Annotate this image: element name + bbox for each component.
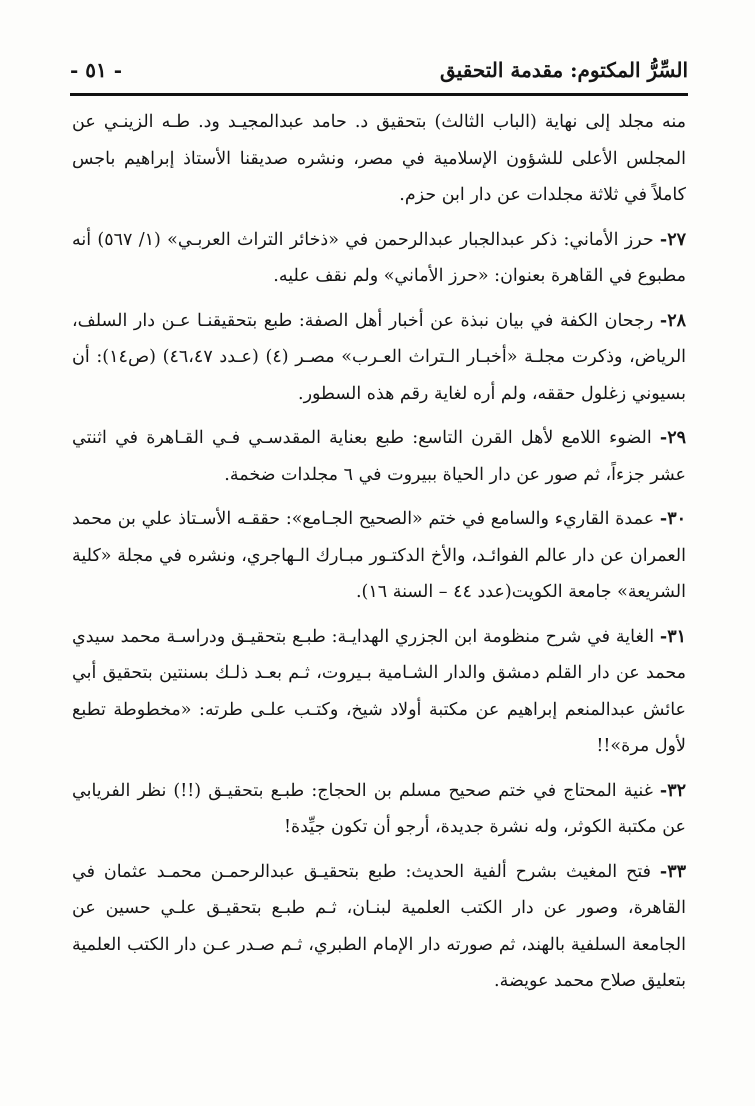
entry-number: ٣٠- xyxy=(659,509,686,529)
entry-number: ٢٩- xyxy=(659,428,686,448)
entry-text: غنية المحتاج في ختم صحيح مسلم بن الحجاج: طبـع بتحقيـق (!!) نظر الفريابي عن مكتبة الكوثر، وله نشرة جديدة، أرجو أن تكون جيِّدة! xyxy=(72,780,686,837)
entry-text: الغاية في شرح منظومة ابن الجزري الهدايـة: طبـع بتحقيـق ودراسـة محمد سيدي محمد عن دار القلم دمشق والدار الشـامية بـيروت، ثـم بعـد ذلـك بسنتين بتحقيق أبي عائش عبدالمنعم إبراهيم عن مكتبة أولاد شيخ، وكتـب علـى طرته: «مخطوطة تطبع لأول مرة»!! xyxy=(72,626,686,756)
entry-text: رجحان الكفة في بيان نبذة عن أخبار أهل الصفة: طبع بتحقيقنـا عـن دار السلف، الرياض، وذكرت مجلـة «أخبـار الـتراث العـرب» مصـر (٤) (عـدد ٤٦،٤٧) (ص١٤): أن بسيوني زغلول حققه، ولم أره لغاية رقم هذه السطور. xyxy=(72,310,687,404)
entry-29 xyxy=(72,420,686,493)
entry-number: ٣٢- xyxy=(659,780,686,801)
entry-text: فتح المغيث بشرح ألفية الحديث: طبع بتحقيـق عبدالرحمـن محمـد عثمان في القاهرة، وصور عن دار الكتب العلمية لبنـان، ثـم طبـع بتحقيـق علـي حسين عن الجامعة السلفية بالهند، ثم صورته دار الإمام الطبري، ثـم صـدر عـن دار الكتب العلمية بتعليق صلاح محمد عويضة. xyxy=(72,861,686,991)
page-body xyxy=(72,104,686,1008)
running-title: السِّرُّ المكتوم: مقدمة التحقيق xyxy=(440,58,688,82)
entry-32 xyxy=(72,773,686,846)
entry-33 xyxy=(72,854,686,1000)
paragraph-continuation: منه مجلد إلى نهاية (الباب الثالث) بتحقيق د. حامد عبدالمجيـد ود. طـه الزينـي عن المجلس الأعلى للشؤون الإسلامية في مصر، ونشره صديقنا الأستاذ إبراهيم باجس كاملاً في ثلاثة مجلدات عن دار ابن حزم. xyxy=(72,112,686,205)
header-rule xyxy=(70,93,688,96)
entry-28 xyxy=(72,303,686,413)
page-number: - ٥١ - xyxy=(70,58,123,82)
entry-number: ٢٨- xyxy=(659,310,686,331)
entry-number: ٣٣- xyxy=(659,861,686,882)
entry-31 xyxy=(72,619,686,765)
entry-27 xyxy=(72,222,686,295)
entry-text: الضوء اللامع لأهل القرن التاسع: طبع بعناية المقدسـي فـي القـاهرة في اثنتي عشر جزءاً، ثم صور عن دار الحياة ببيروت في ٦ مجلدات ضخمة. xyxy=(72,428,686,485)
page-header xyxy=(70,52,688,92)
entry-text: عمدة القاريء والسامع في ختم «الصحيح الجـامع»: حققـه الأسـتاذ علي بن محمد العمران عن دار عالم الفوائـد، والأخ الدكتـور مبـارك الـهاجري، ونشره في مجلة «كلية الشريعة» جامعة الكويت(عدد ٤٤ – السنة ١٦). xyxy=(72,509,686,602)
entry-30 xyxy=(72,501,686,611)
entry-number: ٢٧- xyxy=(659,229,686,250)
entry-number: ٣١- xyxy=(659,626,686,647)
entry-text: حرز الأماني: ذكر عبدالجبار عبدالرحمن في «ذخائر التراث العربـي» (١/ ٥٦٧) أنه مطبوع في القاهرة بعنوان: «حرز الأماني» ولم نقف عليه. xyxy=(72,229,686,286)
